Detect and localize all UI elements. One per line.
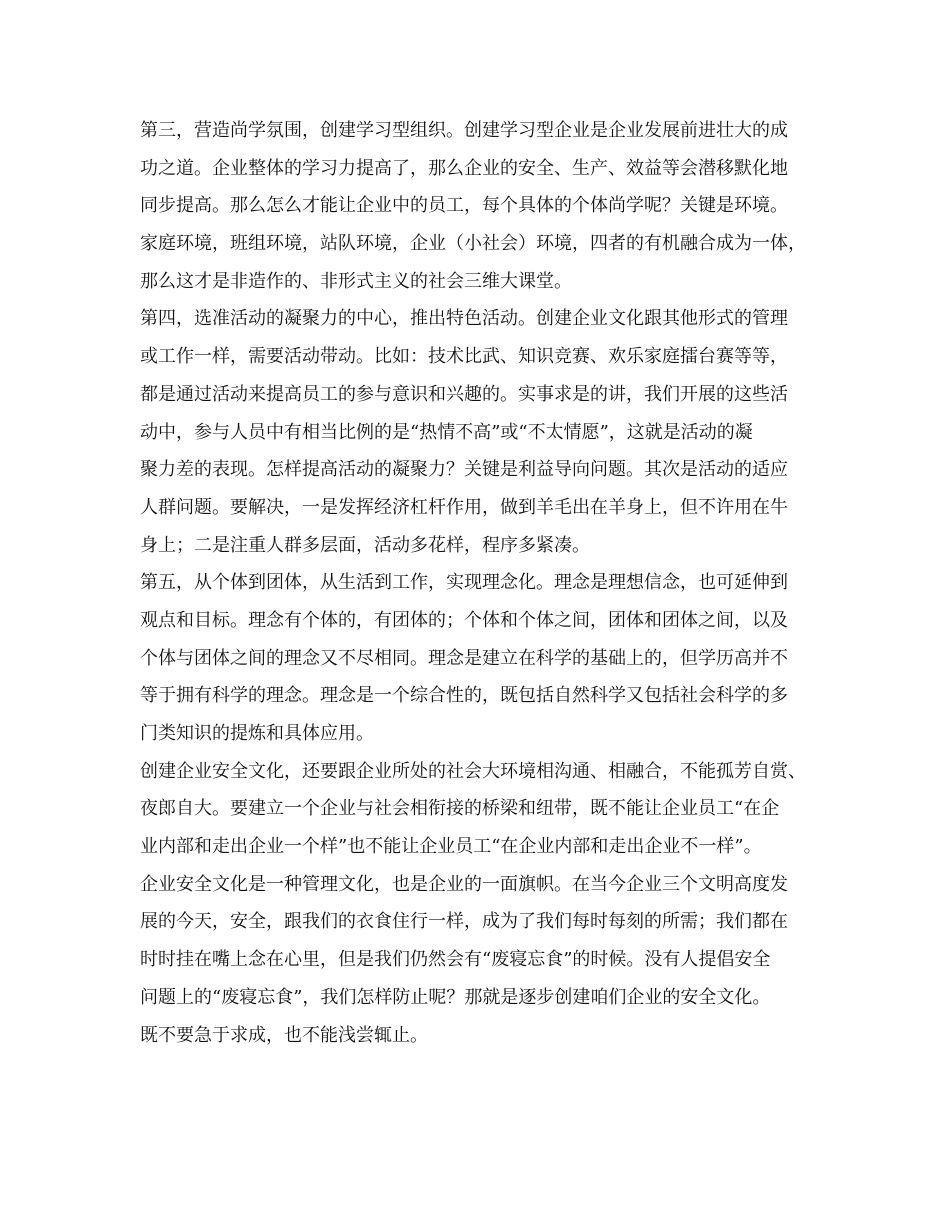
text-line: 那么这才是非造作的、非形式主义的社会三维大课堂。 bbox=[140, 270, 572, 292]
text-line: 第四，选准活动的凝聚力的中心，推出特色活动。创建企业文化跟其他形式的管理 bbox=[140, 308, 788, 330]
text-line: 门类知识的提炼和具体应用。 bbox=[140, 723, 374, 744]
text-line: 创建企业安全文化，还要跟企业所处的社会大环境相沟通、相融合，不能孤芳自赏、 bbox=[140, 760, 806, 782]
text-line: 夜郎自大。要建立一个企业与社会相衔接的桥梁和纽带，既不能让企业员工“在企 bbox=[140, 798, 780, 820]
text-line: 企业安全文化是一种管理文化，也是企业的一面旗帜。在当今企业三个文明高度发 bbox=[140, 873, 788, 895]
text-line: 身上；二是注重人群多层面，活动多花样，程序多紧凑。 bbox=[140, 534, 590, 556]
text-line: 等于拥有科学的理念。理念是一个综合性的，既包括自然科学又包括社会科学的多 bbox=[140, 685, 788, 707]
text-line: 时时挂在嘴上念在心里，但是我们仍然会有“废寝忘食”的时候。没有人提倡安全 bbox=[140, 949, 771, 971]
text-line: 动中，参与人员中有相当比例的是“热情不高”或“不太情愿”，这就是活动的凝 bbox=[140, 421, 753, 443]
text-line: 人群问题。要解决，一是发挥经济杠杆作用，做到羊毛出在羊身上，但不许用在牛 bbox=[140, 496, 788, 518]
text-line: 家庭环境，班组环境，站队环境，企业（小社会）环境，四者的有机融合成为一体， bbox=[140, 233, 806, 255]
text-line: 或工作一样，需要活动带动。比如：技术比武、知识竞赛、欢乐家庭擂台赛等等， bbox=[140, 346, 788, 368]
body-text bbox=[140, 112, 820, 1054]
text-line: 既不要急于求成，也不能浅尝辄止。 bbox=[140, 1024, 428, 1046]
text-line: 问题上的“废寝忘食”，我们怎样防止呢？那就是逐步创建咱们企业的安全文化。 bbox=[140, 986, 771, 1008]
text-line: 第三，营造尚学氛围，创建学习型组织。创建学习型企业是企业发展前进壮大的成 bbox=[140, 120, 788, 141]
text-line: 功之道。企业整体的学习力提高了，那么企业的安全、生产、效益等会潜移默化地 bbox=[140, 157, 788, 179]
text-line: 同步提高。那么怎么才能让企业中的员工，每个具体的个体尚学呢？关键是环境。 bbox=[140, 195, 788, 217]
text-line: 业内部和走出企业一个样”也不能让企业员工“在企业内部和走出企业不一样”。 bbox=[140, 836, 762, 858]
text-line: 观点和目标。理念有个体的，有团体的；个体和个体之间，团体和团体之间，以及 bbox=[140, 609, 788, 631]
text-line: 展的今天，安全，跟我们的衣食住行一样，成为了我们每时每刻的所需；我们都在 bbox=[140, 911, 788, 933]
text-line: 第五，从个体到团体，从生活到工作，实现理念化。理念是理想信念，也可延伸到 bbox=[140, 572, 788, 594]
text-line: 都是通过活动来提高员工的参与意识和兴趣的。实事求是的讲，我们开展的这些活 bbox=[140, 383, 788, 405]
text-line: 聚力差的表现。怎样提高活动的凝聚力？关键是利益导向问题。其次是活动的适应 bbox=[140, 459, 788, 481]
text-line: 个体与团体之间的理念又不尽相同。理念是建立在科学的基础上的，但学历高并不 bbox=[140, 647, 788, 669]
